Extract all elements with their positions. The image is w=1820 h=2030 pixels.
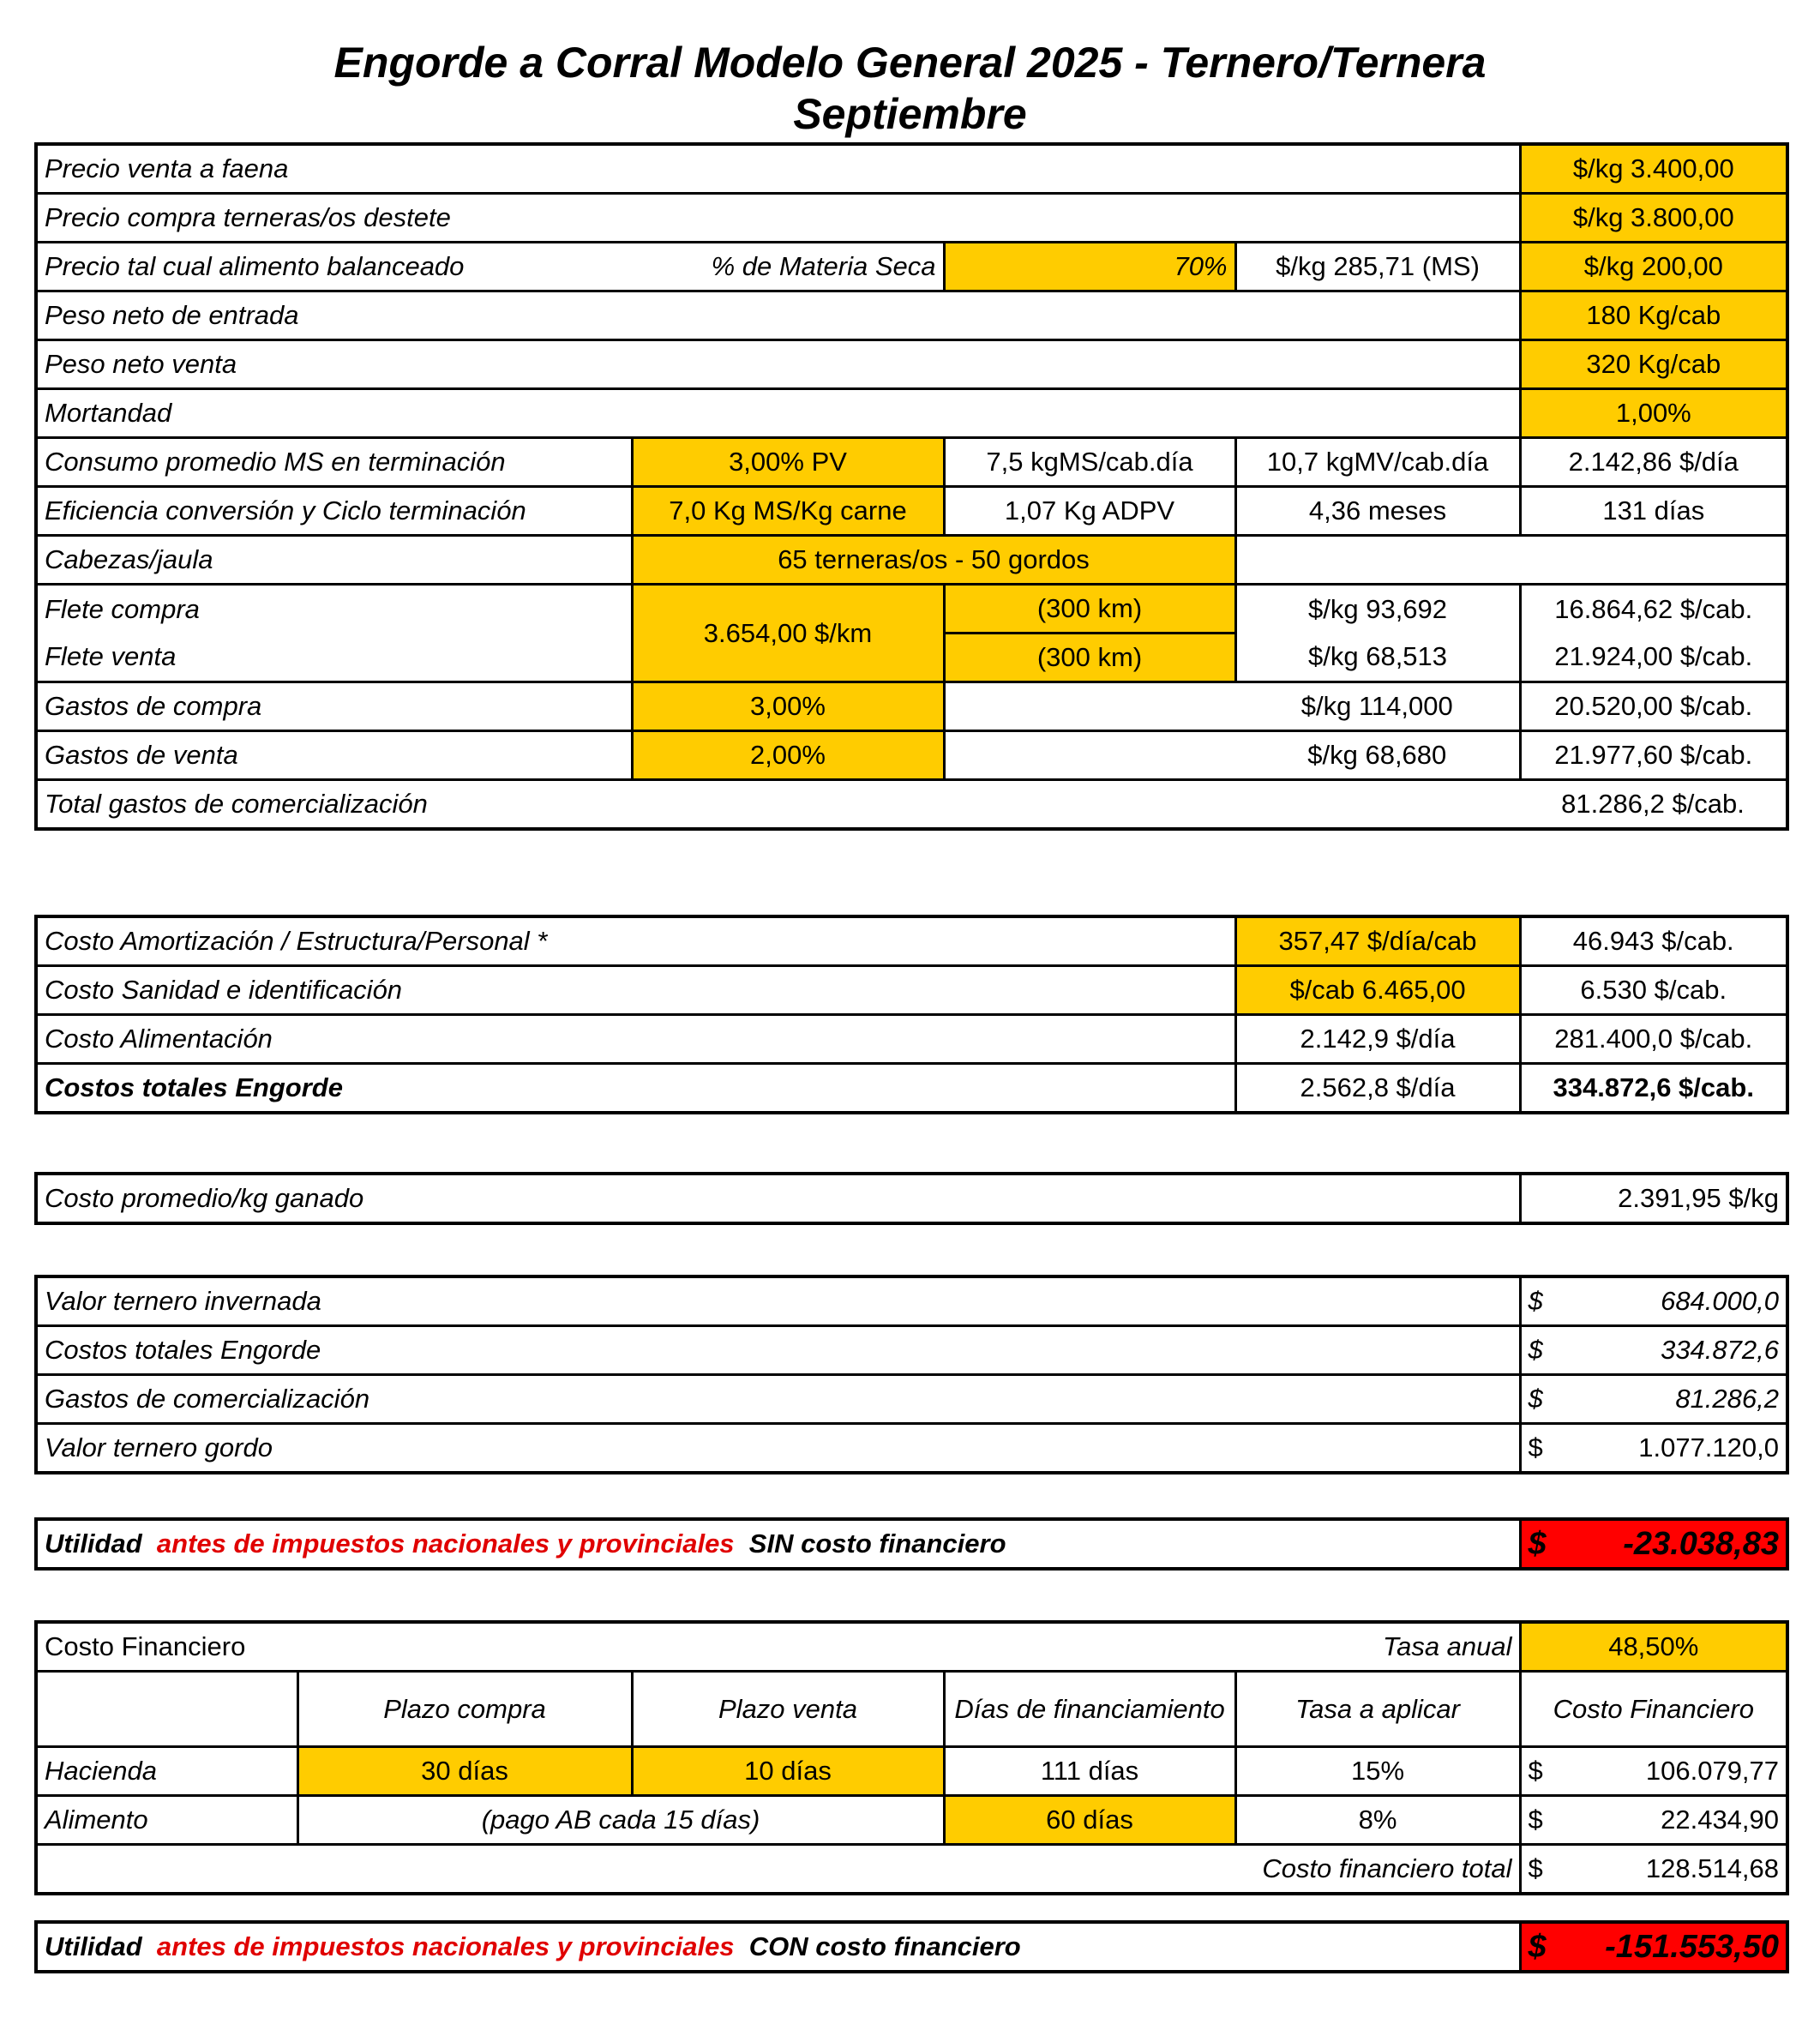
gastos-venta-empty bbox=[944, 731, 1235, 780]
currency-symbol: $ bbox=[1528, 1384, 1543, 1414]
total-gastos-value: 81.286,2 $/cab. bbox=[1520, 780, 1787, 830]
alimento-label: Alimento bbox=[36, 1796, 297, 1845]
alimentacion-cab: 281.400,0 $/cab. bbox=[1520, 1015, 1787, 1064]
header-dias-financiamiento: Días de financiamiento bbox=[944, 1672, 1235, 1747]
gastos-compra-kg: $/kg 114,000 bbox=[1235, 682, 1520, 731]
currency-symbol: $ bbox=[1528, 1928, 1547, 1965]
eficiencia-label: Eficiencia conversión y Ciclo terminación bbox=[36, 487, 632, 536]
hacienda-tasa: 15% bbox=[1235, 1747, 1520, 1796]
sanidad-label: Costo Sanidad e identificación bbox=[36, 966, 1235, 1015]
costos-totales-dia: 2.562,8 $/día bbox=[1235, 1064, 1520, 1114]
costos-totales-engorde-label: Costos totales Engorde bbox=[36, 1326, 1520, 1375]
utilidad-impuestos-label: antes de impuestos nacionales y provinciales bbox=[156, 1931, 735, 1961]
precio-compra-value[interactable]: $/kg 3.800,00 bbox=[1520, 194, 1787, 243]
gastos-venta-pct[interactable]: 2,00% bbox=[632, 731, 944, 780]
page-title: Engorde a Corral Modelo General 2025 - Ternero/Ternera bbox=[333, 39, 1487, 87]
eficiencia-meses-value: 4,36 meses bbox=[1235, 487, 1520, 536]
utilidad-con-financiero bbox=[34, 1920, 1789, 1973]
utilidad-impuestos-label: antes de impuestos nacionales y provinciales bbox=[156, 1529, 735, 1559]
gastos-compra-empty bbox=[944, 682, 1235, 731]
peso-entrada-label: Peso neto de entrada bbox=[36, 291, 1520, 340]
cabezas-label: Cabezas/jaula bbox=[36, 536, 632, 585]
consumo-kgms-value: 7,5 kgMS/cab.día bbox=[944, 438, 1235, 487]
alimentacion-dia: 2.142,9 $/día bbox=[1235, 1015, 1520, 1064]
eficiencia-value[interactable]: 7,0 Kg MS/Kg carne bbox=[632, 487, 944, 536]
costo-kg-value: 2.391,95 $/kg bbox=[1520, 1174, 1787, 1223]
alimentacion-label: Costo Alimentación bbox=[36, 1015, 1235, 1064]
hacienda-dias: 111 días bbox=[944, 1747, 1235, 1796]
gastos-compra-label: Gastos de compra bbox=[36, 682, 632, 731]
utilidad-sin-value: -23.038,83 bbox=[1623, 1525, 1779, 1562]
amortizacion-dia[interactable]: 357,47 $/día/cab bbox=[1235, 916, 1520, 966]
utilidad-sin-financiero bbox=[34, 1517, 1789, 1571]
alimento-tasa: 8% bbox=[1235, 1796, 1520, 1845]
utilidad-sin-label: SIN costo financiero bbox=[748, 1529, 1006, 1559]
consumo-kgmv-value: 10,7 kgMV/cab.día bbox=[1235, 438, 1520, 487]
consumo-pv-value[interactable]: 3,00% PV bbox=[632, 438, 944, 487]
header-costo-financiero: Costo Financiero bbox=[1520, 1672, 1787, 1747]
precio-compra-label: Precio compra terneras/os destete bbox=[36, 194, 1520, 243]
section-resultado bbox=[34, 1275, 1789, 1474]
header-plazo-venta: Plazo venta bbox=[632, 1672, 944, 1747]
utilidad-label: Utilidad bbox=[45, 1529, 142, 1559]
costo-financiero-total-value: 128.514,68 bbox=[1645, 1853, 1780, 1883]
valor-invernada-label: Valor ternero invernada bbox=[36, 1276, 1520, 1326]
sanidad-value[interactable]: $/cab 6.465,00 bbox=[1235, 966, 1520, 1015]
costo-financiero-total-label: Costo financiero total bbox=[36, 1845, 1520, 1895]
section-costo-kg bbox=[34, 1172, 1789, 1225]
flete-venta-km[interactable]: (300 km) bbox=[944, 634, 1235, 682]
flete-compra-km[interactable]: (300 km) bbox=[944, 585, 1235, 634]
tasa-anual-value[interactable]: 48,50% bbox=[1520, 1622, 1787, 1672]
costos-totales-cab: 334.872,6 $/cab. bbox=[1520, 1064, 1787, 1114]
precio-alimento-value[interactable]: $/kg 200,00 bbox=[1520, 243, 1787, 291]
peso-venta-label: Peso neto venta bbox=[36, 340, 1520, 389]
costo-financiero-label: Costo Financiero bbox=[36, 1622, 944, 1672]
currency-symbol: $ bbox=[1528, 1525, 1547, 1562]
cabezas-empty bbox=[1235, 536, 1787, 585]
gastos-venta-cab: 21.977,60 $/cab. bbox=[1520, 731, 1787, 780]
valor-invernada-value: 684.000,0 bbox=[1661, 1286, 1779, 1316]
mortandad-value[interactable]: 1,00% bbox=[1520, 389, 1787, 438]
precio-alimento-label: Precio tal cual alimento balanceado bbox=[36, 243, 632, 291]
gastos-venta-kg: $/kg 68,680 bbox=[1235, 731, 1520, 780]
section-costo-financiero bbox=[34, 1620, 1789, 1895]
sanidad-cab: 6.530 $/cab. bbox=[1520, 966, 1787, 1015]
cabezas-value[interactable]: 65 terneras/os - 50 gordos bbox=[632, 536, 1235, 585]
header-plazo-compra: Plazo compra bbox=[297, 1672, 632, 1747]
valor-gordo-label: Valor ternero gordo bbox=[36, 1424, 1520, 1474]
hacienda-label: Hacienda bbox=[36, 1747, 297, 1796]
precio-ms-value: $/kg 285,71 (MS) bbox=[1235, 243, 1520, 291]
utilidad-con-value: -151.553,50 bbox=[1605, 1928, 1779, 1965]
section-costos bbox=[34, 915, 1789, 1114]
alimento-costo: 22.434,90 bbox=[1661, 1805, 1780, 1835]
currency-symbol: $ bbox=[1528, 1286, 1543, 1316]
gastos-comercializacion-value: 81.286,2 bbox=[1675, 1384, 1779, 1414]
flete-venta-label: Flete venta bbox=[36, 634, 632, 682]
precio-venta-value[interactable]: $/kg 3.400,00 bbox=[1520, 144, 1787, 194]
peso-venta-value[interactable]: 320 Kg/cab bbox=[1520, 340, 1787, 389]
costos-totales-engorde-value: 334.872,6 bbox=[1661, 1335, 1779, 1365]
gastos-compra-pct[interactable]: 3,00% bbox=[632, 682, 944, 731]
amortizacion-cab: 46.943 $/cab. bbox=[1520, 916, 1787, 966]
page-subtitle: Septiembre bbox=[793, 90, 1027, 138]
flete-compra-kg: $/kg 93,692 bbox=[1235, 585, 1520, 634]
utilidad-con-label: CON costo financiero bbox=[748, 1931, 1021, 1961]
flete-compra-cab: 16.864,62 $/cab. bbox=[1520, 585, 1787, 634]
consumo-label: Consumo promedio MS en terminación bbox=[36, 438, 632, 487]
gastos-comercializacion-label: Gastos de comercialización bbox=[36, 1375, 1520, 1424]
peso-entrada-value[interactable]: 180 Kg/cab bbox=[1520, 291, 1787, 340]
gastos-compra-cab: 20.520,00 $/cab. bbox=[1520, 682, 1787, 731]
flete-venta-cab: 21.924,00 $/cab. bbox=[1520, 634, 1787, 682]
costos-totales-label: Costos totales Engorde bbox=[36, 1064, 1235, 1114]
amortizacion-label: Costo Amortización / Estructura/Personal * bbox=[36, 916, 1235, 966]
header-tasa-aplicar: Tasa a aplicar bbox=[1235, 1672, 1520, 1747]
hacienda-costo: 106.079,77 bbox=[1645, 1756, 1780, 1786]
consumo-pesos-value: 2.142,86 $/día bbox=[1520, 438, 1787, 487]
header-empty bbox=[36, 1672, 297, 1747]
total-gastos-label: Total gastos de comercialización bbox=[36, 780, 1520, 830]
currency-symbol: $ bbox=[1528, 1853, 1543, 1883]
alimento-pago: (pago AB cada 15 días) bbox=[297, 1796, 944, 1845]
hacienda-plazo-venta[interactable]: 10 días bbox=[632, 1747, 944, 1796]
valor-gordo-value: 1.077.120,0 bbox=[1638, 1432, 1779, 1462]
costo-kg-label: Costo promedio/kg ganado bbox=[36, 1174, 1520, 1223]
flete-venta-kg: $/kg 68,513 bbox=[1235, 634, 1520, 682]
flete-km-value[interactable]: 3.654,00 $/km bbox=[632, 585, 944, 682]
currency-symbol: $ bbox=[1528, 1805, 1543, 1835]
tasa-anual-label: Tasa anual bbox=[944, 1622, 1520, 1672]
currency-symbol: $ bbox=[1528, 1756, 1543, 1786]
currency-symbol: $ bbox=[1528, 1432, 1543, 1462]
alimento-dias[interactable]: 60 días bbox=[944, 1796, 1235, 1845]
materia-seca-value[interactable]: 70% bbox=[944, 243, 1235, 291]
materia-seca-label: % de Materia Seca bbox=[632, 243, 944, 291]
currency-symbol: $ bbox=[1528, 1335, 1543, 1365]
eficiencia-adpv-value: 1,07 Kg ADPV bbox=[944, 487, 1235, 536]
utilidad-label: Utilidad bbox=[45, 1931, 142, 1961]
section-parametros bbox=[34, 142, 1789, 831]
flete-compra-label: Flete compra bbox=[36, 585, 632, 634]
hacienda-plazo-compra[interactable]: 30 días bbox=[297, 1747, 632, 1796]
eficiencia-dias-value: 131 días bbox=[1520, 487, 1787, 536]
mortandad-label: Mortandad bbox=[36, 389, 1520, 438]
precio-venta-label: Precio venta a faena bbox=[36, 144, 1520, 194]
gastos-venta-label: Gastos de venta bbox=[36, 731, 632, 780]
